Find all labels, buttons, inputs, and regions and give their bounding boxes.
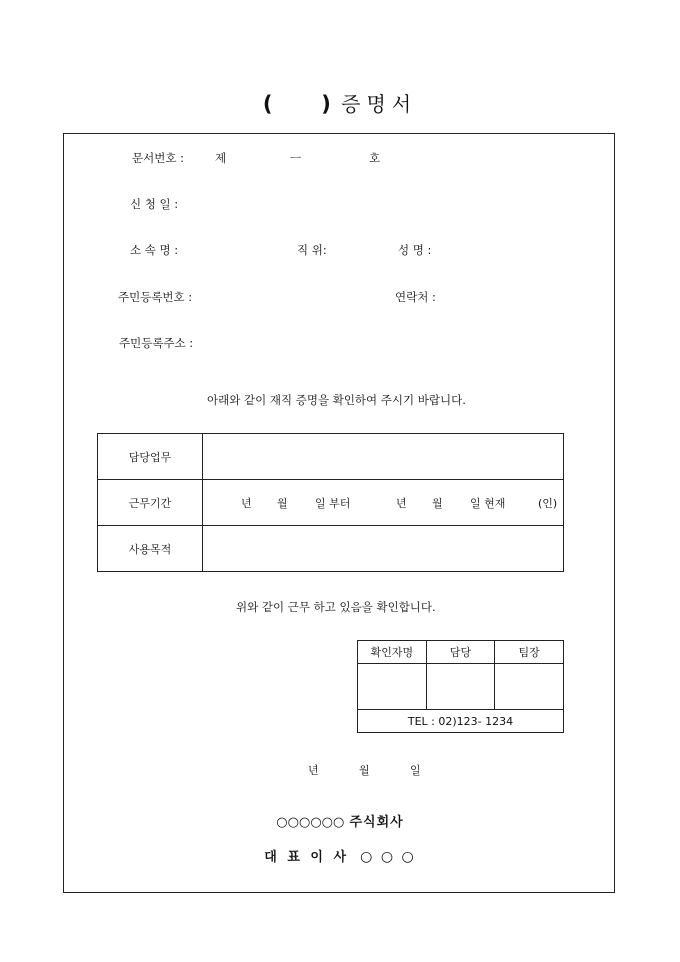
apply-date-label: 신 청 일 : [130, 197, 179, 211]
position-label: 직 위: [297, 243, 327, 257]
table-row [98, 434, 564, 480]
ceo-symbols: ○ ○ ○ [360, 849, 416, 865]
confirm-text: 위와 같이 근무 하고 있음을 확인합니다. [236, 600, 436, 614]
sign-tel: TEL : 02)123- 1234 [358, 710, 564, 733]
title-open-paren: ( [262, 92, 273, 116]
info-table [97, 433, 564, 572]
sign-header-staff: 담당 [426, 641, 495, 664]
sign-cell-manager [495, 664, 564, 710]
resident-no-label: 주민등록번호 : [118, 290, 193, 304]
period-month1: 월 [277, 497, 288, 510]
period-day-from: 일 부터 [315, 497, 351, 510]
purpose-head: 사용목적 [98, 526, 203, 572]
duty-value [203, 434, 564, 480]
period-year1: 년 [241, 497, 252, 510]
doc-no-label: 문서번호 : [132, 151, 184, 165]
table-row [358, 641, 564, 664]
period-value [203, 480, 564, 526]
company-line [0, 811, 680, 830]
purpose-value [203, 526, 564, 572]
ceo-line [0, 846, 680, 865]
table-row [98, 480, 564, 526]
contact-label: 연락처 : [395, 290, 436, 304]
doc-no-suffix: 호 [369, 151, 381, 165]
period-month2: 월 [432, 497, 443, 510]
name-label: 성 명 : [398, 243, 432, 257]
period-head: 근무기간 [98, 480, 203, 526]
table-row [358, 710, 564, 733]
title-text: 증명서 [341, 92, 418, 116]
period-seal: (인) [538, 497, 558, 510]
address-label: 주민등록주소 : [119, 336, 194, 350]
sign-table [357, 640, 564, 733]
page-title [0, 88, 680, 117]
date-month: 월 [359, 764, 370, 777]
sign-header-manager: 팀장 [495, 641, 564, 664]
sign-header-confirmer: 확인자명 [358, 641, 427, 664]
sign-cell-staff [426, 664, 495, 710]
period-year2: 년 [396, 497, 407, 510]
doc-no-prefix: 제 [215, 151, 227, 165]
title-close-paren: ) [321, 92, 331, 116]
duty-head: 담당업무 [98, 434, 203, 480]
date-day: 일 [410, 764, 421, 777]
doc-no-dash: ㅡ [290, 151, 302, 165]
company-name: 주식회사 [349, 815, 404, 830]
request-text: 아래와 같이 재직 증명을 확인하여 주시기 바랍니다. [207, 393, 466, 407]
table-row [358, 664, 564, 710]
period-day-now: 일 현재 [470, 497, 506, 510]
date-year: 년 [308, 764, 319, 777]
company-symbols: ○○○○○○ [276, 815, 345, 830]
sign-cell-confirmer [358, 664, 427, 710]
table-row [98, 526, 564, 572]
ceo-title: 대 표 이 사 [264, 850, 350, 865]
department-label: 소 속 명 : [130, 243, 179, 257]
